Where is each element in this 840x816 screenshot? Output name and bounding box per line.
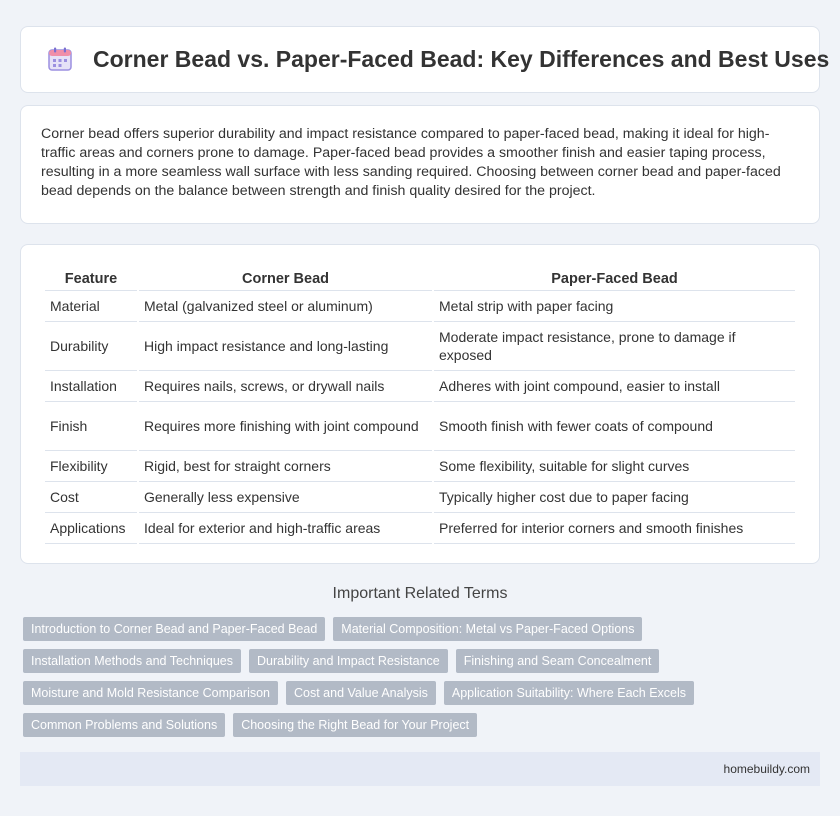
table-row (45, 513, 795, 544)
corner-bead-cell: Requires nails, screws, or drywall nails (139, 371, 432, 402)
corner-bead-cell: Requires more finishing with joint compound (139, 402, 432, 451)
related-term-tag[interactable]: Choosing the Right Bead for Your Project (233, 713, 477, 737)
table-row (45, 322, 795, 371)
feature-cell: Finish (45, 402, 137, 451)
comparison-card (20, 244, 820, 564)
feature-cell: Durability (45, 322, 137, 371)
intro-card (20, 105, 820, 224)
header-feature: Feature (45, 265, 137, 291)
page-title: Corner Bead vs. Paper-Faced Bead: Key Differences and Best Uses (93, 46, 830, 72)
table-row (45, 291, 795, 322)
table-row (45, 402, 795, 451)
paper-faced-cell: Adheres with joint compound, easier to install (434, 371, 795, 402)
comparison-table (43, 265, 797, 544)
header-corner-bead: Corner Bead (139, 265, 432, 291)
header-card (20, 26, 830, 93)
table-row (45, 451, 795, 482)
corner-bead-cell: Ideal for exterior and high-traffic areas (139, 513, 432, 544)
table-row (45, 371, 795, 402)
corner-bead-cell: Generally less expensive (139, 482, 432, 513)
corner-bead-cell: High impact resistance and long-lasting (139, 322, 432, 371)
paper-faced-cell: Metal strip with paper facing (434, 291, 795, 322)
calendar-icon (46, 45, 74, 73)
feature-cell: Material (45, 291, 137, 322)
footer (20, 752, 820, 786)
related-term-tag[interactable]: Application Suitability: Where Each Excels (444, 681, 694, 705)
related-terms-list (23, 617, 803, 745)
related-term-tag[interactable]: Moisture and Mold Resistance Comparison (23, 681, 278, 705)
paper-faced-cell: Preferred for interior corners and smooth finishes (434, 513, 795, 544)
paper-faced-cell: Smooth finish with fewer coats of compound (434, 402, 795, 451)
table-row (45, 482, 795, 513)
paper-faced-cell: Some flexibility, suitable for slight curves (434, 451, 795, 482)
intro-text: Corner bead offers superior durability and impact resistance compared to paper-faced bead, making it ideal for high-traffic areas and corners prone to damage. Paper-faced bead provides a smoother finish and easier taping process, resulting in a more seamless wall surface with less sanding required. Choosing between corner bead and paper-faced bead depends on the balance between strength and finish quality desired for the project. (41, 126, 781, 199)
related-term-tag[interactable]: Common Problems and Solutions (23, 713, 225, 737)
related-term-tag[interactable]: Cost and Value Analysis (286, 681, 436, 705)
related-term-tag[interactable]: Introduction to Corner Bead and Paper-Faced Bead (23, 617, 325, 641)
related-terms-title: Important Related Terms (332, 585, 508, 602)
feature-cell: Flexibility (45, 451, 137, 482)
paper-faced-cell: Typically higher cost due to paper facing (434, 482, 795, 513)
footer-site[interactable]: homebuildy.com (723, 762, 810, 776)
related-term-tag[interactable]: Durability and Impact Resistance (249, 649, 448, 673)
header-paper-faced-bead: Paper-Faced Bead (434, 265, 795, 291)
corner-bead-cell: Rigid, best for straight corners (139, 451, 432, 482)
feature-cell: Installation (45, 371, 137, 402)
feature-cell: Cost (45, 482, 137, 513)
corner-bead-cell: Metal (galvanized steel or aluminum) (139, 291, 432, 322)
related-term-tag[interactable]: Finishing and Seam Concealment (456, 649, 660, 673)
related-term-tag[interactable]: Installation Methods and Techniques (23, 649, 241, 673)
feature-cell: Applications (45, 513, 137, 544)
paper-faced-cell: Moderate impact resistance, prone to damage if exposed (434, 322, 795, 371)
related-term-tag[interactable]: Material Composition: Metal vs Paper-Faced Options (333, 617, 642, 641)
